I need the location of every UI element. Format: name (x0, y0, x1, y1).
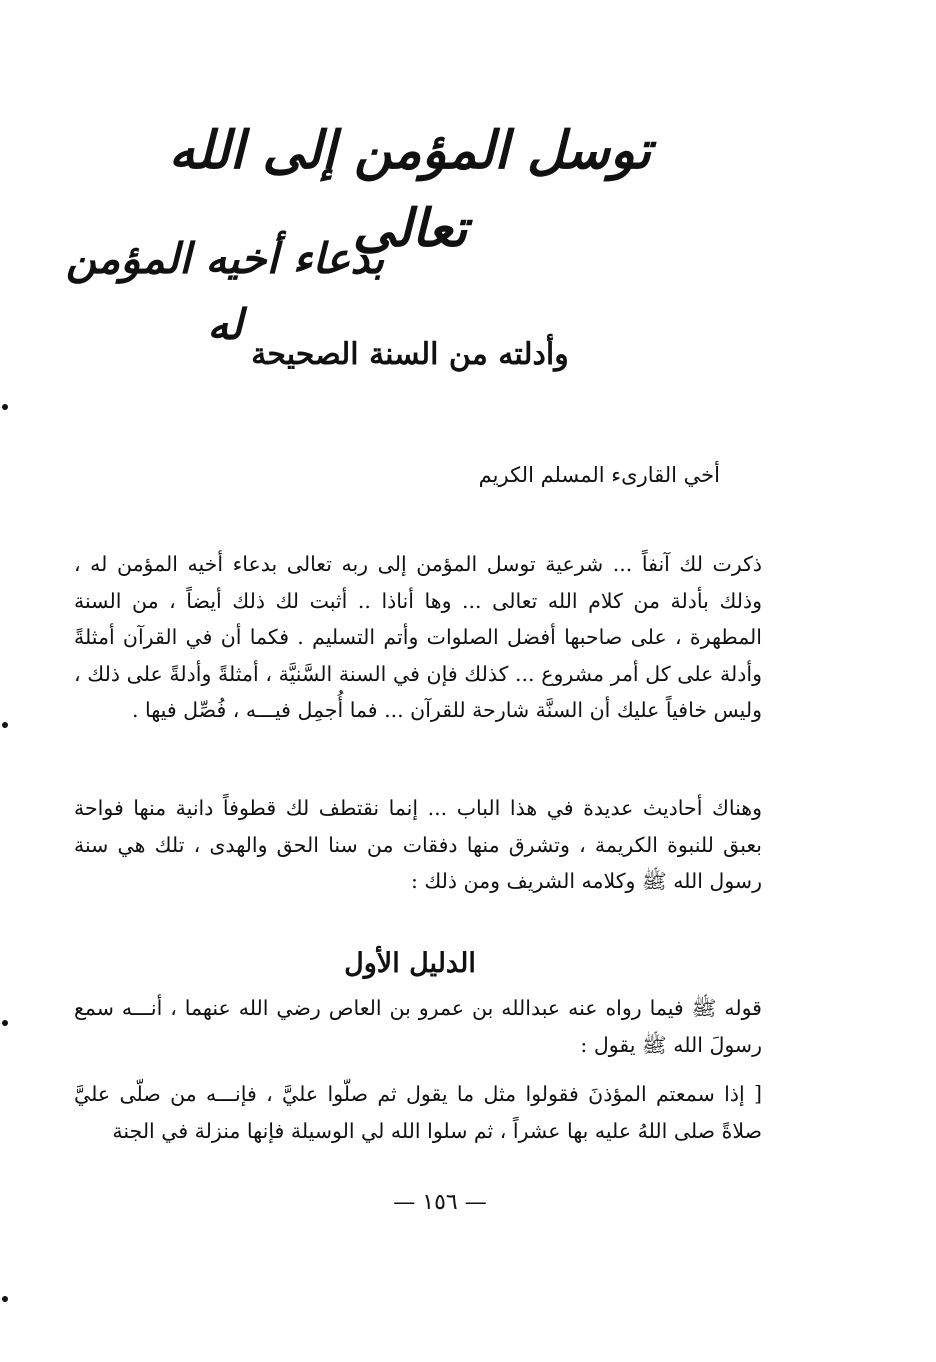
margin-dot (2, 404, 8, 410)
paragraph-2: وهناك أحاديث عديدة في هذا الباب ... إنما نقتطف لك قطوفاً دانية منها فواحة بعبق للنبوة الكريمة ، وتشرق منها دفقات من سنا الحق والهدى ، تلك هي سنة رسول الله ﷺ وكلامه الشريف ومن ذلك : (74, 796, 762, 893)
page-number: — ١٥٦ — (393, 1190, 487, 1215)
greeting-line: أخي القارىء المسلم الكريم (478, 463, 720, 487)
paragraph-1: ذكرت لك آنفاً ... شرعية توسل المؤمن إلى ربه تعالى بدعاء أخيه المؤمن له ، وذلك بأدلة من كلام الله تعالى ... وها أناذا .. أثبت لك ذلك أيضاً ، من السنة المطهرة ، على صاحبها أفضل الصلوات وأتم التسليم . فكما أن في القرآن أمثلةً وأدلة على كل أمر مشروع ... كذلك فإن في السنة السَّنيَّة ، أمثلةً وأدلةً على ذلك ، وليس خافياً عليك أن السنَّة شارحة للقرآن ... فما أُجمِل فيـــه ، فُصِّل فيها . (74, 552, 762, 722)
page-subsubtitle: وأدلته من السنة الصحيحة (251, 337, 569, 372)
section-paragraph-1: قوله ﷺ فيما رواه عنه عبدالله بن عمرو بن العاص رضي الله عنهما ، أنـــه سمع رسولَ الله ﷺ يقول : (74, 996, 762, 1057)
page-title: توسل المؤمن إلى الله تعالى (168, 120, 652, 259)
section-heading: الدليل الأول (344, 948, 476, 979)
margin-dot (2, 722, 8, 728)
margin-dot (2, 1296, 8, 1302)
page-subtitle: بدعاء أخيه المؤمن له (65, 234, 385, 349)
section-paragraph-2: [ إذا سمعتم المؤذنَ فقولوا مثل ما يقول ثم صلّوا عليَّ ، فإنـــه من صلّى عليَّ صلاةً صلى اللهُ عليه بها عشراً ، ثم سلوا الله لي الوسيلة فإنها منزلة في الجنة (74, 1082, 762, 1143)
margin-dot (2, 1020, 8, 1026)
